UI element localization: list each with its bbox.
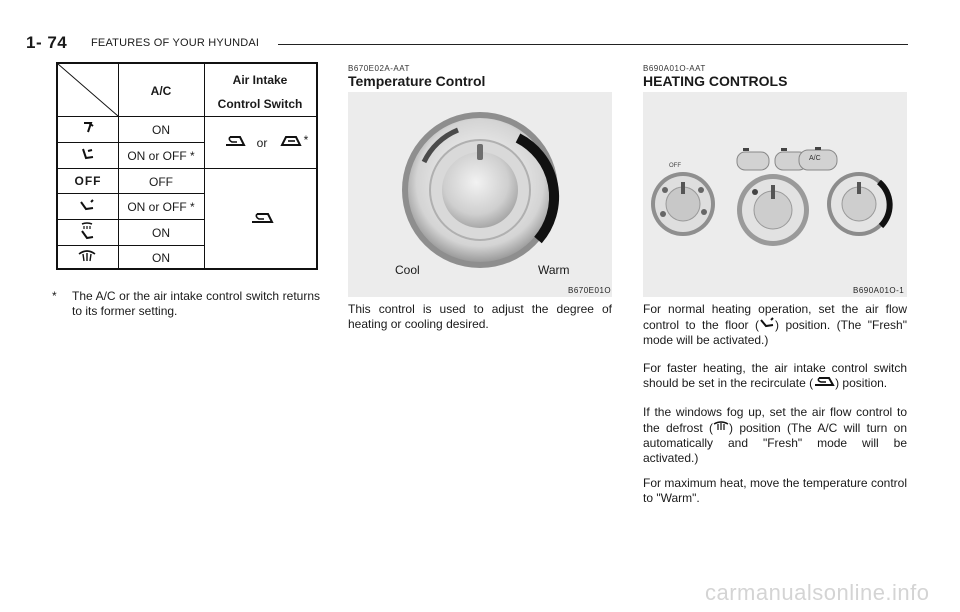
heating-code: B690A01O-AAT [643, 64, 706, 73]
table-header-divider [58, 116, 316, 117]
mode-table [56, 62, 318, 270]
heating-para-3-a: If the windows fog up, set the air flow control to the defrost ( [643, 405, 907, 435]
col-header-intake-2: Control Switch [217, 97, 303, 111]
ac-value: ON [152, 251, 170, 265]
temperature-body: This control is used to adjust the degree of heating or cooling desired. [348, 302, 612, 331]
ac-value: OFF [149, 175, 173, 189]
vent-face-icon [80, 120, 96, 138]
footnote-star: * [52, 289, 57, 303]
heating-title: HEATING CONTROLS [643, 73, 788, 89]
heating-para-1 [643, 302, 907, 348]
col-header-ac: A/C [150, 84, 172, 98]
vent-bilevel-icon [78, 146, 96, 164]
panel-off-label: OFF [669, 163, 681, 169]
heating-figure-code: B690A01O-1 [853, 286, 905, 295]
heating-photo [643, 92, 907, 297]
heating-panel-image [643, 92, 907, 297]
fresh-air-icon [280, 134, 302, 148]
ac-value: ON or OFF * [127, 200, 195, 214]
heating-para-2-a: For faster heating, the air intake control switch should be set in the recirculate ( [643, 361, 907, 390]
footnote-text: The A/C or the air intake control switch returns to its former setting. [72, 289, 320, 318]
table-row-divider [58, 193, 204, 194]
heating-para-2 [643, 361, 907, 391]
watermark: carmanualsonline.info [705, 580, 930, 605]
dial-label-cool: Cool [395, 263, 420, 277]
page-number: 1- 74 [26, 33, 68, 52]
ac-value: ON [152, 123, 170, 137]
table-row-divider [58, 142, 204, 143]
vent-floor-icon [759, 317, 775, 329]
temperature-figure-code: B670E01O [568, 286, 612, 295]
ac-value: ON [152, 226, 170, 240]
table-row-divider [58, 245, 204, 246]
defrost-icon [77, 248, 97, 264]
intake-star: * [303, 133, 309, 147]
ac-value: ON or OFF * [127, 149, 195, 163]
corner-diagonal [58, 64, 118, 116]
heating-para-4: For maximum heat, move the temperature control to "Warm". [643, 476, 907, 505]
mode-off-label: OFF [74, 174, 102, 188]
temperature-photo [348, 92, 612, 297]
defrost-icon [713, 420, 729, 432]
heating-para-2-b: ) position. [835, 376, 888, 390]
temperature-code: B670E02A-AAT [348, 64, 410, 73]
heating-para-1-b: ) position. (The "Fresh" mode will be activated.) [643, 318, 907, 347]
dial-label-warm: Warm [538, 263, 570, 277]
recirculate-icon [813, 376, 835, 387]
table-row-divider [58, 219, 204, 220]
vent-floor-defrost-icon [78, 222, 96, 242]
footnote [52, 289, 320, 319]
table-col-divider [204, 64, 205, 268]
header-rule [278, 44, 908, 45]
heating-para-3-b: ) position (The A/C will turn on automatically and "Fresh" mode will be activated.) [643, 421, 907, 465]
heating-para-1-a: For normal heating operation, set the air flow control to the floor ( [643, 302, 907, 332]
intake-or-label: or [256, 136, 268, 150]
temperature-title: Temperature Control [348, 73, 486, 89]
section-title: FEATURES OF YOUR HYUNDAI [91, 37, 260, 49]
vent-floor-icon [78, 198, 96, 214]
recirculate-icon [224, 134, 246, 148]
temperature-dial-image [348, 92, 612, 297]
table-row-divider [58, 168, 316, 169]
recirculate-icon [250, 211, 274, 225]
heating-para-3 [643, 405, 907, 466]
col-header-intake-1: Air Intake [232, 73, 288, 87]
panel-ac-label: A/C [809, 155, 821, 162]
